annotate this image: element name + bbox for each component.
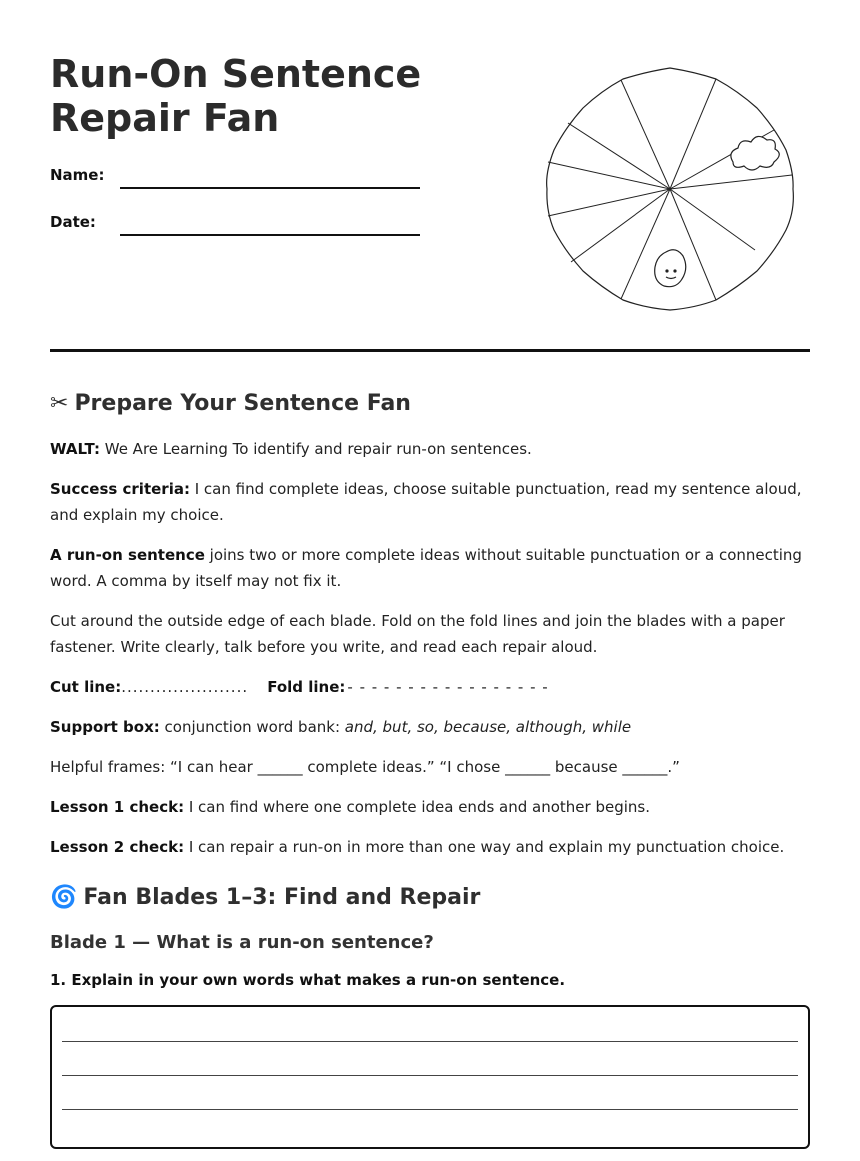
success-criteria-text: I can find complete ideas, choose suitable punctuation, read my sentence aloud, and explain my choice. <box>50 480 802 524</box>
line-key <box>50 674 810 700</box>
lesson1-check <box>50 794 810 820</box>
instructions-paragraph: Cut around the outside edge of each blade. Fold on the fold lines and join the blades with a paper fastener. Write clearly, talk before you write, and read each repair aloud. <box>50 612 785 656</box>
support-box-paragraph <box>50 714 810 740</box>
lesson2-check <box>50 834 810 860</box>
cut-line-sample: ...................... <box>121 678 249 696</box>
fold-line-label: Fold line: <box>267 678 346 696</box>
lesson1-label: Lesson 1 check: <box>50 798 185 816</box>
answer-line <box>62 1075 798 1076</box>
header-divider <box>50 349 810 352</box>
scissors-icon: ✂ <box>50 391 69 416</box>
support-box-text: conjunction word bank: <box>159 718 345 736</box>
date-field[interactable] <box>120 234 420 236</box>
worksheet-content <box>50 388 810 1149</box>
word-bank: and, but, so, because, although, while <box>344 718 632 736</box>
lesson2-text: I can repair a run-on in more than one way and explain my punctuation choice. <box>184 838 785 856</box>
fan-blades-heading-text: Fan Blades 1–3: Find and Repair <box>83 885 481 910</box>
answer-line <box>62 1109 798 1110</box>
name-field[interactable] <box>120 187 420 189</box>
name-label: Name: <box>50 166 105 184</box>
page-title: Run-On Sentence Repair Fan <box>50 52 422 140</box>
fan-fold-lines <box>548 79 792 300</box>
lesson1-text: I can find where one complete idea ends and another begins. <box>184 798 650 816</box>
bean-doodle <box>655 250 686 287</box>
runon-definition-text: joins two or more complete ideas without suitable punctuation or a connecting word. A comma by itself may not fix it. <box>50 546 802 590</box>
spiral-icon: 🌀 <box>50 885 78 910</box>
question-1: 1. Explain in your own words what makes a run-on sentence. <box>50 971 566 989</box>
support-box-label: Support box: <box>50 718 160 736</box>
answer-line <box>62 1041 798 1042</box>
walt-text: We Are Learning To identify and repair run-on sentences. <box>99 440 532 458</box>
success-criteria-paragraph <box>50 476 810 528</box>
runon-definition-label: A run-on sentence <box>50 546 205 564</box>
fan-blades-heading <box>50 882 810 914</box>
fan-illustration <box>545 66 795 312</box>
fold-line-sample: - - - - - - - - - - - - - - - - - <box>347 678 549 696</box>
helpful-frames: Helpful frames: “I can hear ______ complete ideas.” “I chose ______ because ______.” <box>50 758 680 776</box>
lesson2-label: Lesson 2 check: <box>50 838 185 856</box>
prepare-heading <box>50 388 810 420</box>
runon-definition-paragraph <box>50 542 810 594</box>
prepare-heading-text: Prepare Your Sentence Fan <box>74 391 411 416</box>
cut-line-label: Cut line: <box>50 678 122 696</box>
date-label: Date: <box>50 213 96 231</box>
walt-label: WALT: <box>50 440 100 458</box>
blade1-heading: Blade 1 — What is a run-on sentence? <box>50 932 434 953</box>
cloud-doodle <box>731 136 779 170</box>
answer-box-1[interactable] <box>50 1005 810 1149</box>
walt-paragraph <box>50 436 810 462</box>
success-criteria-label: Success criteria: <box>50 480 190 498</box>
